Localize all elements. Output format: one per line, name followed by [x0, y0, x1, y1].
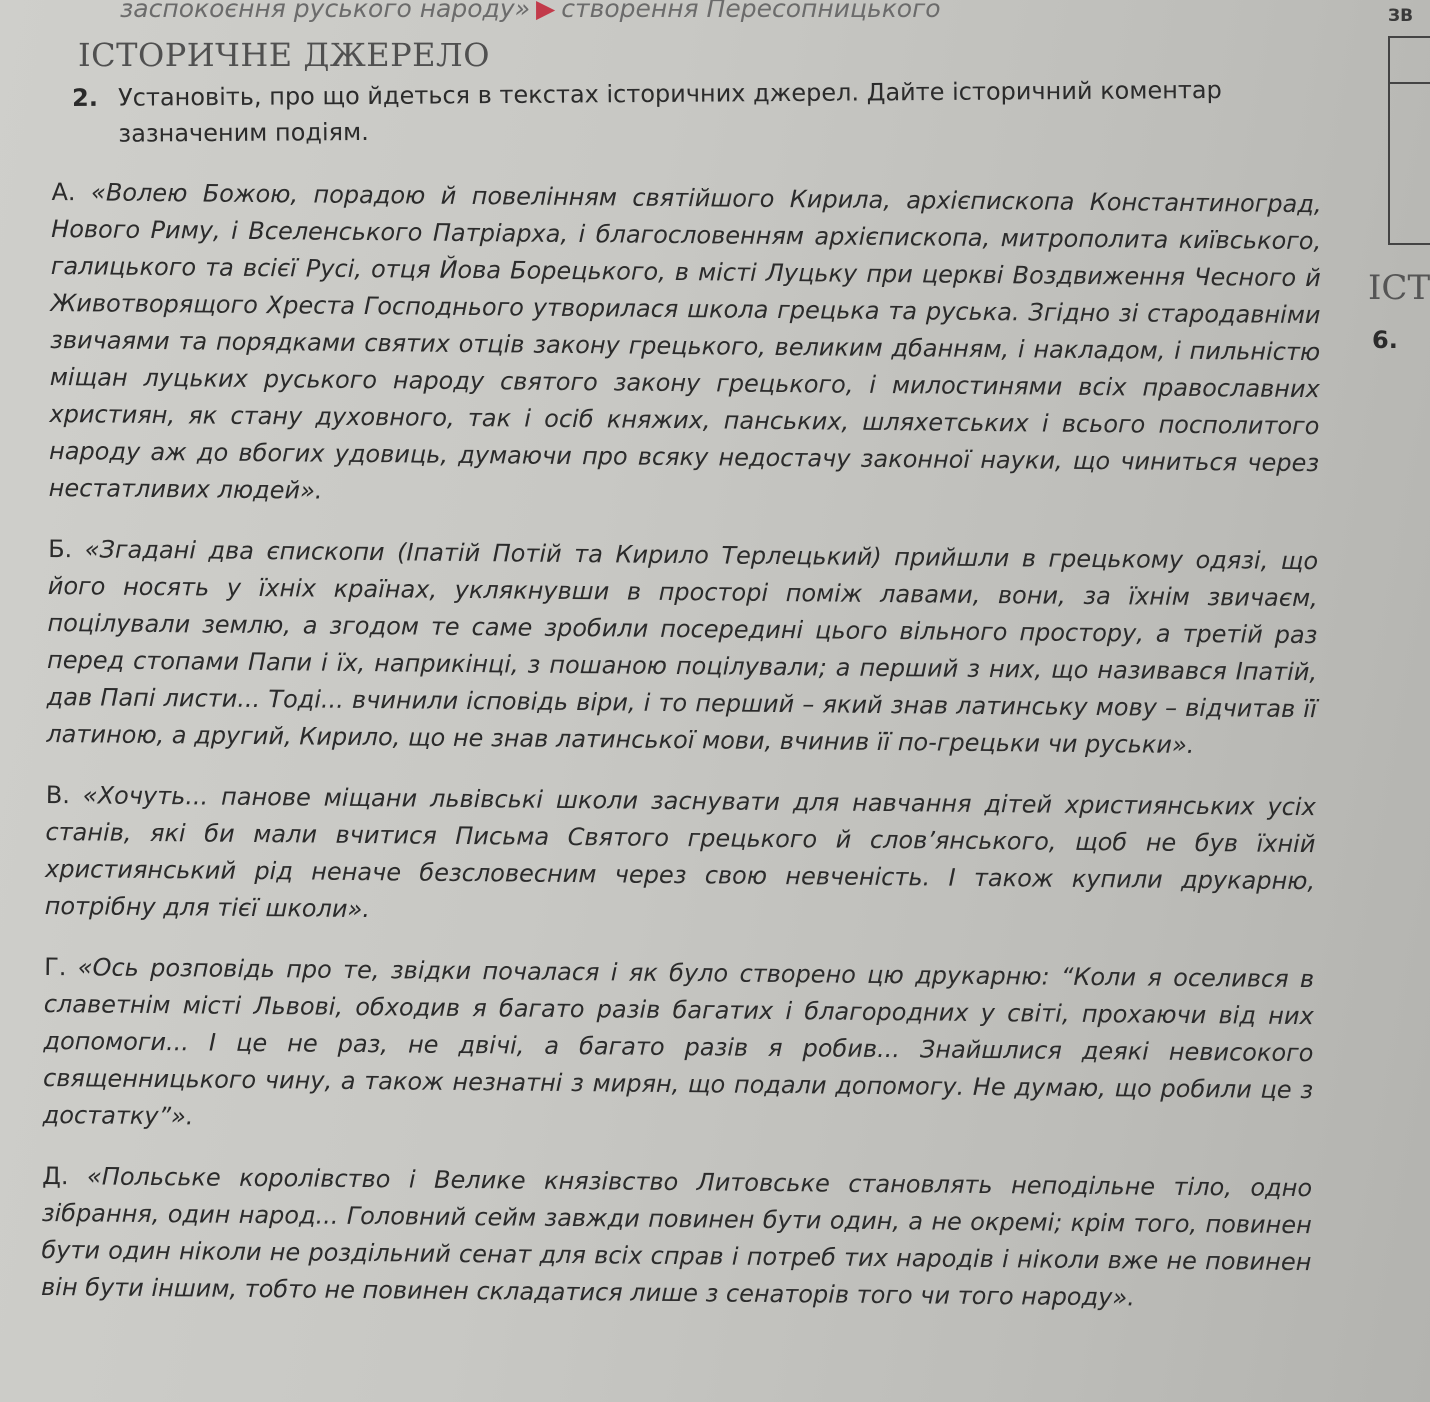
source-text: «Ось розповідь про те, звідки почалася і як було створено цю друкарню: “Коли я оселився в славетнім місті Львові, обходив я багато разів багатих і благородних у світі, прохаючи від них допомоги... І це не раз, не двічі, а багато разів я робив... Знайшлися деякі невисокого священницького чину, а також незнатні з мирян, що подали допомогу. Не думаю, що робили це з достатку”». [42, 953, 1315, 1131]
task-instruction [72, 72, 1272, 152]
next-page-heading: ІСТ [1368, 268, 1430, 308]
section-heading: ІСТОРИЧНЕ ДЖЕРЕЛО [78, 36, 490, 74]
source-letter: Б. [48, 534, 73, 564]
next-page-edge [1366, 0, 1430, 1402]
next-page-tab-text: ЗВ [1388, 6, 1414, 26]
task-number: 2. [72, 83, 99, 112]
source-d [41, 1158, 1312, 1318]
source-letter: А. [51, 177, 76, 207]
source-a [49, 174, 1322, 519]
triangle-arrow-icon: ▶ [536, 0, 556, 23]
source-text: «Згадані два єпископи (Іпатій Потій та Кирило Терлецький) прийшли в грецькому одязі, що його носять у їхніх країнах, уклякнувши в просторі поміж лавами, вони, за їхнім звичаєм, поцілували землю, а згодом те саме зробили посередині цього вільного простору, а третій раз перед стопами Папи і їх, наприкінці, з пошаною поцілували; а перший з них, що називався Іпатій, дав Папі листи... Тоді... вчинили ісповідь віри, і то перший – який знав латинську мову – відчитав її латиною, а другий, Кирило, що не знав латинської мови, вчинив її по-грецьки чи руськи». [46, 535, 1319, 759]
source-letter: Д. [42, 1161, 69, 1191]
source-text: «Волею Божою, порадою й повелінням святійшого Кирила, архієпископа Константиноград, Нового Риму, і Вселенського Патріарха, і благословенням архієпископа, митрополита київського, галицького та всієї Русі, отця Йова Борецького, в місті Луцьку при церкві Воздвиження Чесного й Животворящого Хреста Господнього утворилася школа грецька та руська. Згідно зі стародавніми звичаями та порядками святих отців закону грецького, великим дбанням, і накладом, і пильністю міщан луцьких руського народу святого закону грецького, і милостинями всіх православних християн, як стану духовного, так і осіб княжих, панських, шляхетських і всього посполитого народу аж до вбогих удовиць, думаючи про всяку недостачу законної науки, що чиниться через нестатливих людей». [48, 178, 1322, 505]
source-text: «Хочуть... панове міщани львівські школи заснувати для навчання дітей християнських усіх станів, які би мали вчитися Письма Святого грецького й слов’янського, щоб не був їхній християнський рід неначе безсловесним через свою невченість. І також купили друкарню, потрібну для тієї школи». [44, 781, 1316, 924]
next-page-table-edge [1388, 36, 1430, 245]
source-h [43, 949, 1315, 1146]
source-letter: Г. [44, 952, 67, 982]
running-header-right: створення Пересопницького [561, 0, 941, 23]
next-page-task-number: 6. [1372, 326, 1398, 354]
source-v [45, 777, 1316, 937]
task-text: Установіть, про що йдеться в текстах історичних джерел. Дайте історичний коментар зазначеним подіям. [118, 75, 1222, 148]
source-b [46, 531, 1318, 765]
source-letter: В. [45, 780, 71, 810]
running-header [120, 0, 941, 23]
source-list [41, 150, 1322, 1328]
running-header-left: заспокоєння руського народу» [120, 0, 531, 23]
source-text: «Польське королівство і Велике князівство Литовське становлять неподільне тіло, одно зібрання, один народ... Головний сейм завжди повинен бути один, а не окремі; крім того, повинен бути один ніколи не роздільний сенат для всіх справ і потреб тих народів і ніколи вже не повинен він бути іншим, тобто не повинен складатися лише з сенаторів того чи того народу». [40, 1162, 1313, 1312]
